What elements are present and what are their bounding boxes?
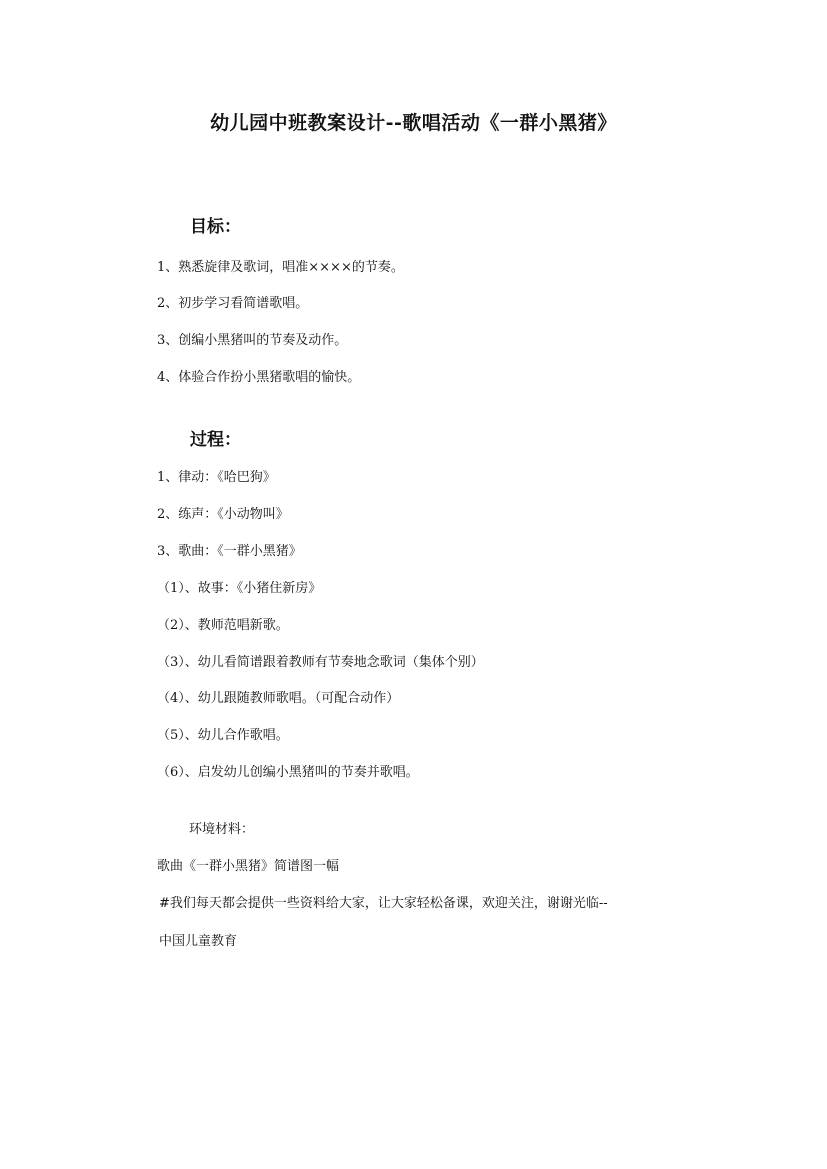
process-item-1: 1、律动：《哈巴狗》 bbox=[157, 470, 276, 485]
process-subitem-4: （4）、幼儿跟随教师歌唱。（可配合动作） bbox=[157, 691, 400, 706]
process-item-2: 2、练声：《小动物叫》 bbox=[157, 507, 289, 522]
process-item-3: 3、歌曲：《一群小黑猪》 bbox=[157, 544, 302, 559]
materials-text: 歌曲《一群小黑猪》简谱图一幅 bbox=[157, 859, 340, 874]
footer-note: #我们每天都会提供一些资料给大家，让大家轻松备课，欢迎关注，谢谢光临-- bbox=[159, 896, 608, 911]
goal-item-1: 1、熟悉旋律及歌词，唱准××××的节奏。 bbox=[157, 260, 404, 275]
process-subitem-2: （2）、教师范唱新歌。 bbox=[157, 618, 289, 633]
goal-item-3: 3、创编小黑猪叫的节奏及动作。 bbox=[157, 333, 348, 348]
goals-heading: 目标： bbox=[190, 217, 241, 237]
goal-item-4: 4、体验合作扮小黑猪歌唱的愉快。 bbox=[157, 370, 361, 385]
process-subitem-1: （1）、故事：《小猪住新房》 bbox=[157, 581, 322, 596]
process-subitem-5: （5）、幼儿合作歌唱。 bbox=[157, 728, 289, 743]
materials-heading: 环境材料： bbox=[189, 822, 255, 837]
document-title: 幼儿园中班教案设计--歌唱活动《一群小黑猪》 bbox=[210, 112, 617, 134]
footer-source: 中国儿童教育 bbox=[159, 934, 238, 949]
process-subitem-3: （3）、幼儿看简谱跟着教师有节奏地念歌词（集体个别） bbox=[157, 655, 484, 670]
process-subitem-6: （6）、启发幼儿创编小黑猪叫的节奏并歌唱。 bbox=[157, 765, 419, 780]
goal-item-2: 2、初步学习看简谱歌唱。 bbox=[157, 296, 309, 311]
process-heading: 过程： bbox=[190, 430, 241, 450]
